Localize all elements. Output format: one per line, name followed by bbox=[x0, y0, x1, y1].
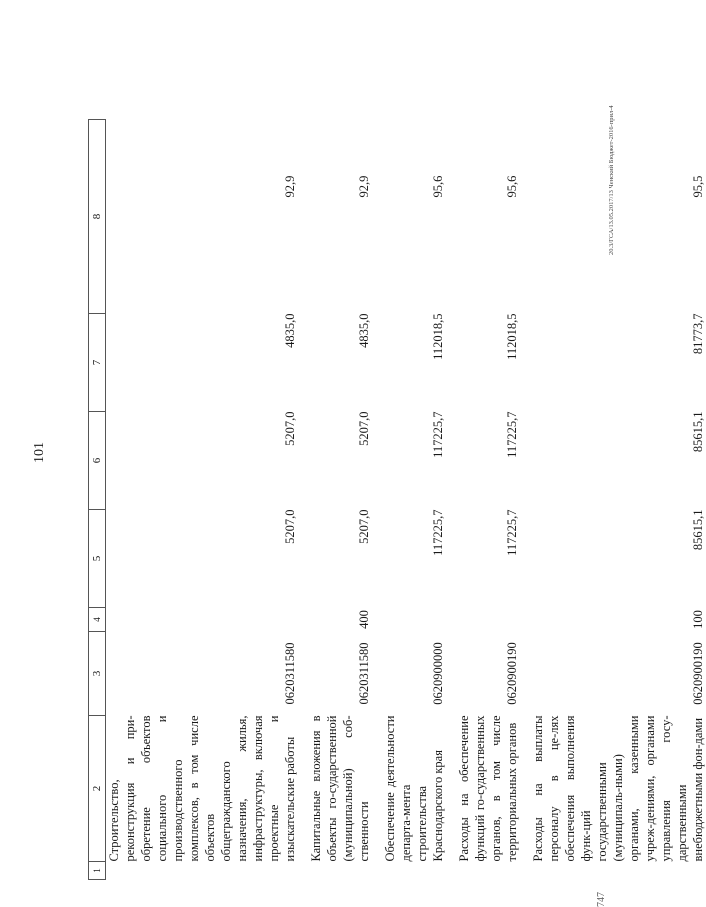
table-row bbox=[308, 120, 372, 880]
row-value-col8: 92,9 bbox=[357, 175, 371, 198]
row-expense-type bbox=[106, 608, 299, 632]
row-description: Обеспечение деятельности департа-мента строительства Краснодарского края bbox=[383, 715, 445, 862]
row-value-col5: 5207,0 bbox=[283, 509, 297, 544]
row-expense-type bbox=[382, 608, 446, 632]
column-header: 5 bbox=[89, 510, 106, 608]
row-description: Строительство, реконструкция и при-обретение объектов социального и производственного комплексов, в том числе объектов общегражданского назначения, жилья, инфраструктуры, включая проектные и изыскательские работы bbox=[107, 715, 297, 862]
row-value-col7: 112018,5 bbox=[505, 313, 519, 360]
row-value-col6: 5207,0 bbox=[283, 411, 297, 446]
row-value-col5: 117225,7 bbox=[431, 509, 445, 556]
row-value-col6: 85615,1 bbox=[691, 411, 705, 453]
row-expense-type: 100 bbox=[691, 610, 705, 629]
row-value-col8: 95,6 bbox=[431, 175, 445, 198]
row-value-col8: 95,6 bbox=[505, 175, 519, 198]
column-header: 8 bbox=[89, 120, 106, 314]
row-expense-type: 400 bbox=[357, 610, 371, 629]
row-value-col7: 112018,5 bbox=[431, 313, 445, 360]
column-header: 2 bbox=[89, 716, 106, 862]
row-description: Капитальные вложения в объекты го-сударственной (муниципальной) соб-ственности bbox=[309, 715, 371, 862]
row-expense-type bbox=[456, 608, 520, 632]
row-code: 0620311580 bbox=[357, 642, 371, 705]
column-header: 6 bbox=[89, 412, 106, 510]
row-value-col7: 4835,0 bbox=[283, 313, 297, 348]
column-header: 1 bbox=[89, 862, 106, 880]
column-header: 4 bbox=[89, 608, 106, 632]
row-code: 0620900190 bbox=[505, 642, 519, 705]
row-value-col6: 117225,7 bbox=[505, 411, 519, 458]
table-row bbox=[106, 120, 299, 880]
row-value-col8: 95,5 bbox=[691, 175, 705, 198]
row-code: 0620900000 bbox=[431, 642, 445, 705]
row-code: 0620900190 bbox=[691, 642, 705, 705]
row-description: Расходы на выплаты персоналу в це-лях обеспечения выполнения функ-ций государственными (муниципаль-ными) органами, казенными учреж-дениями, органами управления госу-дарственными внебюджетными фон-дами bbox=[531, 715, 705, 862]
row-value-col5: 85615,1 bbox=[691, 509, 705, 551]
table-row bbox=[530, 120, 706, 880]
row-value-col7: 81773,7 bbox=[691, 313, 705, 355]
footer-file-path: 20.3/ГСА/13.05.2017/13 Ченский Бюджет-2016-прил-4 bbox=[608, 105, 615, 255]
row-value-col5: 5207,0 bbox=[357, 509, 371, 544]
column-header: 7 bbox=[89, 314, 106, 412]
table-row bbox=[382, 120, 446, 880]
row-value-col6: 5207,0 bbox=[357, 411, 371, 446]
row-value-col5: 117225,7 bbox=[505, 509, 519, 556]
row-code: 0620311580 bbox=[283, 642, 297, 705]
margin-mark: 747 bbox=[596, 892, 607, 907]
row-value-col8: 92,9 bbox=[283, 175, 297, 198]
page-number: 101 bbox=[32, 442, 47, 463]
column-header: 3 bbox=[89, 632, 106, 716]
row-value-col7: 4835,0 bbox=[357, 313, 371, 348]
row-description: Расходы на обеспечение функций го-сударственных органов, в том числе территориальных органов bbox=[457, 715, 519, 862]
table-row bbox=[456, 120, 520, 880]
header-row bbox=[89, 120, 106, 880]
row-value-col6: 117225,7 bbox=[431, 411, 445, 458]
